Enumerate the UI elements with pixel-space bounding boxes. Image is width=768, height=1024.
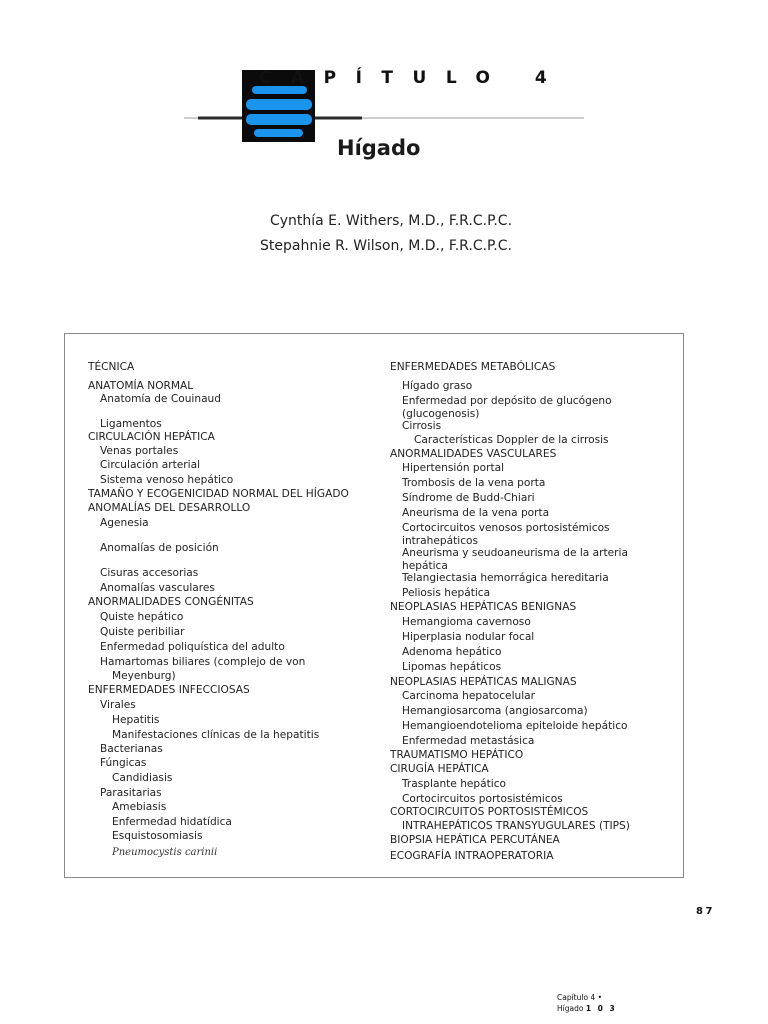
toc-entry: ECOGRAFÍA INTRAOPERATORIA: [390, 850, 554, 862]
author-1: Cynthía E. Withers, M.D., F.R.C.P.C.: [269, 213, 513, 229]
footer-page: 1 0 3: [585, 1004, 617, 1013]
toc-entry: Cisuras accesorias: [100, 567, 199, 579]
toc-entry: Amebiasis: [112, 801, 167, 813]
toc-entry: Enfermedad hidatídica: [112, 816, 232, 828]
toc-entry: Quiste hepático: [100, 611, 184, 623]
page-number: 87: [696, 906, 715, 917]
toc-entry: Anatomía de Couinaud: [100, 393, 222, 405]
toc-entry: Hamartomas biliares (complejo de von: [100, 656, 306, 668]
toc-entry: Anomalías de posición: [100, 542, 219, 554]
toc-entry: INTRAHEPÁTICOS TRANSYUGULARES (TIPS): [402, 820, 630, 832]
emblem-stripe-3: [246, 114, 312, 125]
table-of-contents: [64, 333, 684, 878]
toc-entry: ANATOMÍA NORMAL: [88, 380, 194, 392]
toc-entry: TÉCNICA: [88, 361, 135, 373]
toc-entry: Carcinoma hepatocelular: [402, 690, 536, 702]
toc-entry: Hemangioma cavernoso: [402, 616, 531, 628]
emblem-stripe-4: [254, 129, 303, 137]
toc-entry: Hipertensión portal: [402, 462, 505, 474]
toc-entry: Enfermedad metastásica: [402, 735, 535, 747]
toc-entry: Adenoma hepático: [402, 646, 502, 658]
authors: [0, 211, 768, 261]
chapter-label: CAPÍTULO 4: [259, 68, 567, 88]
toc-entry: Cortocircuitos venosos portosistémicos intrahepáticos: [402, 522, 610, 547]
running-footer: [557, 992, 617, 1014]
toc-entry: BIOPSIA HEPÁTICA PERCUTÁNEA: [390, 834, 560, 846]
toc-entry: NEOPLASIAS HEPÁTICAS MALIGNAS: [390, 676, 577, 688]
toc-entry: Hemangioendotelioma epiteloide hepático: [402, 720, 628, 732]
footer-chapter: Capítulo 4 •: [557, 993, 603, 1002]
toc-entry: TRAUMATISMO HEPÁTICO: [390, 749, 524, 761]
toc-entry: Hemangiosarcoma (angiosarcoma): [402, 705, 588, 717]
toc-entry: ENFERMEDADES METABÓLICAS: [390, 361, 556, 373]
toc-entry: Sistema venoso hepático: [100, 474, 234, 486]
toc-entry: Síndrome de Budd-Chiari: [402, 492, 535, 504]
toc-entry: Parasitarias: [100, 787, 162, 799]
toc-entry: Cirrosis: [402, 420, 442, 432]
toc-entry: Hiperplasia nodular focal: [402, 631, 535, 643]
author-2: Stepahnie R. Wilson, M.D., F.R.C.P.C.: [260, 238, 512, 254]
toc-entry: Hígado graso: [402, 380, 473, 392]
toc-entry: CIRCULACIÓN HEPÁTICA: [88, 431, 215, 443]
toc-entry: NEOPLASIAS HEPÁTICAS BENIGNAS: [390, 601, 577, 613]
toc-entry: Venas portales: [100, 445, 179, 457]
toc-entry: Trombosis de la vena porta: [402, 477, 546, 489]
toc-entry: Esquistosomiasis: [112, 830, 203, 842]
toc-entry: Anomalías vasculares: [100, 582, 215, 594]
toc-entry: Manifestaciones clínicas de la hepatitis: [112, 729, 320, 741]
toc-entry: CORTOCIRCUITOS PORTOSISTÉMICOS: [390, 806, 589, 818]
footer-title: Hígado: [557, 1004, 584, 1013]
toc-entry: Enfermedad por depósito de glucógeno (glucogenosis): [402, 395, 612, 420]
toc-entry: ANOMALÍAS DEL DESARROLLO: [88, 502, 251, 514]
toc-entry: ANORMALIDADES CONGÉNITAS: [88, 596, 254, 608]
chapter-title: Hígado: [337, 136, 421, 160]
toc-entry: Bacterianas: [100, 743, 163, 755]
toc-entry: Telangiectasia hemorrágica hereditaria: [402, 572, 609, 584]
toc-entry: Quiste peribiliar: [100, 626, 185, 638]
toc-entry: Lipomas hepáticos: [402, 661, 502, 673]
toc-entry: Meyenburg): [112, 670, 176, 682]
toc-entry: Pneumocystis carinii: [112, 847, 218, 858]
toc-entry: Peliosis hepática: [402, 587, 491, 599]
toc-entry: Virales: [100, 699, 136, 711]
toc-entry: ENFERMEDADES INFECCIOSAS: [88, 684, 250, 696]
toc-entry: Circulación arterial: [100, 459, 201, 471]
toc-entry: Trasplante hepático: [402, 778, 507, 790]
toc-entry: Características Doppler de la cirrosis: [414, 434, 609, 446]
toc-entry: Aneurisma de la vena porta: [402, 507, 550, 519]
toc-entry: Fúngicas: [100, 757, 147, 769]
toc-entry: TAMAÑO Y ECOGENICIDAD NORMAL DEL HÍGADO: [88, 488, 349, 500]
toc-entry: ANORMALIDADES VASCULARES: [390, 448, 557, 460]
toc-entry: Hepatitis: [112, 714, 160, 726]
toc-entry: CIRUGÍA HEPÁTICA: [390, 763, 489, 775]
toc-entry: Candidiasis: [112, 772, 173, 784]
toc-entry: Cortocircuitos portosistémicos: [402, 793, 563, 805]
toc-entry: Ligamentos: [100, 418, 162, 430]
toc-entry: Agenesia: [100, 517, 149, 529]
toc-entry: Aneurisma y seudoaneurisma de la arteria hepática: [402, 547, 628, 572]
emblem-stripe-2: [246, 99, 312, 110]
toc-entry: Enfermedad poliquística del adulto: [100, 641, 285, 653]
footer-line-2: [557, 1003, 617, 1014]
